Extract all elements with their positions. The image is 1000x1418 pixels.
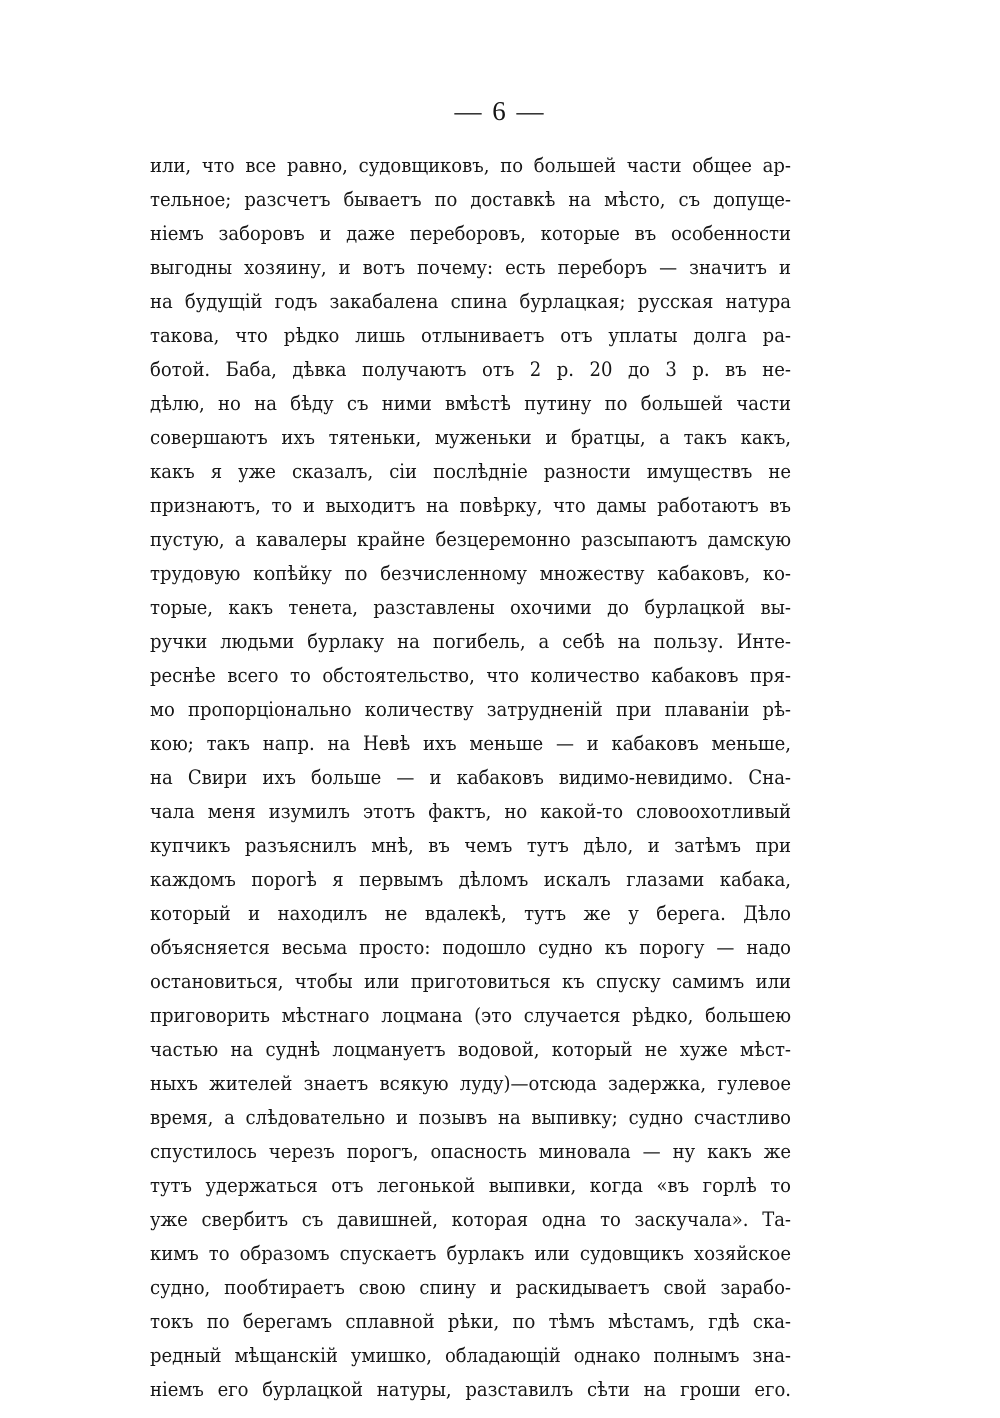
text-line: ботой. Баба, дѣвка получаютъ отъ 2 р. 20 до 3 р. въ не- bbox=[150, 357, 791, 381]
text-line: торые, какъ тенета, разставлены охочими до бурлацкой вы- bbox=[150, 595, 791, 619]
body-text bbox=[150, 148, 791, 1406]
text-line: спустилось черезъ порогъ, опасность миновала — ну какъ же bbox=[150, 1139, 791, 1163]
text-line: ручки людьми бурлаку на погибель, а себѣ на пользу. Инте- bbox=[150, 629, 791, 653]
text-line: такова, что рѣдко лишь отлыниваетъ отъ уплаты долга ра- bbox=[150, 323, 791, 347]
text-line: какъ я уже сказалъ, сіи послѣдніе разности имуществъ не bbox=[150, 459, 791, 483]
text-line: мо пропорціонально количеству затрудненій при плаваніи рѣ- bbox=[150, 697, 791, 721]
text-line: редный мѣщанскій умишко, обладающій однако полнымъ зна- bbox=[150, 1343, 791, 1367]
text-line: тельное; разсчетъ бываетъ по доставкѣ на мѣсто, съ допуще- bbox=[150, 187, 791, 211]
text-line: купчикъ разъяснилъ мнѣ, въ чемъ тутъ дѣло, и затѣмъ при bbox=[150, 833, 791, 857]
text-line: который и находилъ не вдалекѣ, тутъ же у берега. Дѣло bbox=[150, 901, 791, 925]
text-line: частью на суднѣ лоцмануетъ водовой, который не хуже мѣст- bbox=[150, 1037, 791, 1061]
text-line: уже свербитъ съ давишней, которая одна то заскучала». Та- bbox=[150, 1207, 791, 1231]
text-line: пустую, а кавалеры крайне безцеремонно разсыпаютъ дамскую bbox=[150, 527, 791, 551]
text-line: кимъ то образомъ спускаетъ бурлакъ или судовщикъ хозяйское bbox=[150, 1241, 791, 1265]
text-line: остановиться, чтобы или приготовиться къ спуску самимъ или bbox=[150, 969, 791, 993]
text-line: совершаютъ ихъ тятеньки, муженьки и братцы, а такъ какъ, bbox=[150, 425, 791, 449]
text-line: ніемъ его бурлацкой натуры, разставилъ сѣти на гроши его. bbox=[150, 1377, 791, 1401]
text-line: чала меня изумилъ этотъ фактъ, но какой-то словоохотливый bbox=[150, 799, 791, 823]
page-number: — 6 — bbox=[454, 96, 546, 126]
text-line: трудовую копѣйку по безчисленному множеству кабаковъ, ко- bbox=[150, 561, 791, 585]
text-line: ныхъ жителей знаетъ всякую луду)—отсюда задержка, гулевое bbox=[150, 1071, 791, 1095]
text-line: дѣлю, но на бѣду съ ними вмѣстѣ путину по большей части bbox=[150, 391, 791, 415]
text-line: судно, пообтираетъ свою спину и раскидываетъ свой зарабо- bbox=[150, 1275, 791, 1299]
text-line: кою; такъ напр. на Невѣ ихъ меньше — и кабаковъ меньше, bbox=[150, 731, 791, 755]
text-line: объясняется весьма просто: подошло судно къ порогу — надо bbox=[150, 935, 791, 959]
text-line: на будущій годъ закабалена спина бурлацкая; русская натура bbox=[150, 289, 791, 313]
text-line: реснѣе всего то обстоятельство, что количество кабаковъ пря- bbox=[150, 663, 791, 687]
text-line: каждомъ порогѣ я первымъ дѣломъ искалъ глазами кабака, bbox=[150, 867, 791, 891]
text-line: время, а слѣдовательно и позывъ на выпивку; судно счастливо bbox=[150, 1105, 791, 1129]
text-line: тутъ удержаться отъ легонькой выпивки, когда «въ горлѣ то bbox=[150, 1173, 791, 1197]
text-line: ніемъ заборовъ и даже переборовъ, которые въ особенности bbox=[150, 221, 791, 245]
text-line: или, что все равно, судовщиковъ, по большей части общее ар- bbox=[150, 153, 791, 177]
text-line: токъ по берегамъ сплавной рѣки, по тѣмъ мѣстамъ, гдѣ ска- bbox=[150, 1309, 791, 1333]
text-line: приговорить мѣстнаго лоцмана (это случается рѣдко, большею bbox=[150, 1003, 791, 1027]
text-line: признаютъ, то и выходитъ на повѣрку, что дамы работаютъ въ bbox=[150, 493, 791, 517]
text-line: на Свири ихъ больше — и кабаковъ видимо-невидимо. Сна- bbox=[150, 765, 791, 789]
text-line: выгодны хозяину, и вотъ почему: есть переборъ — значитъ и bbox=[150, 255, 791, 279]
